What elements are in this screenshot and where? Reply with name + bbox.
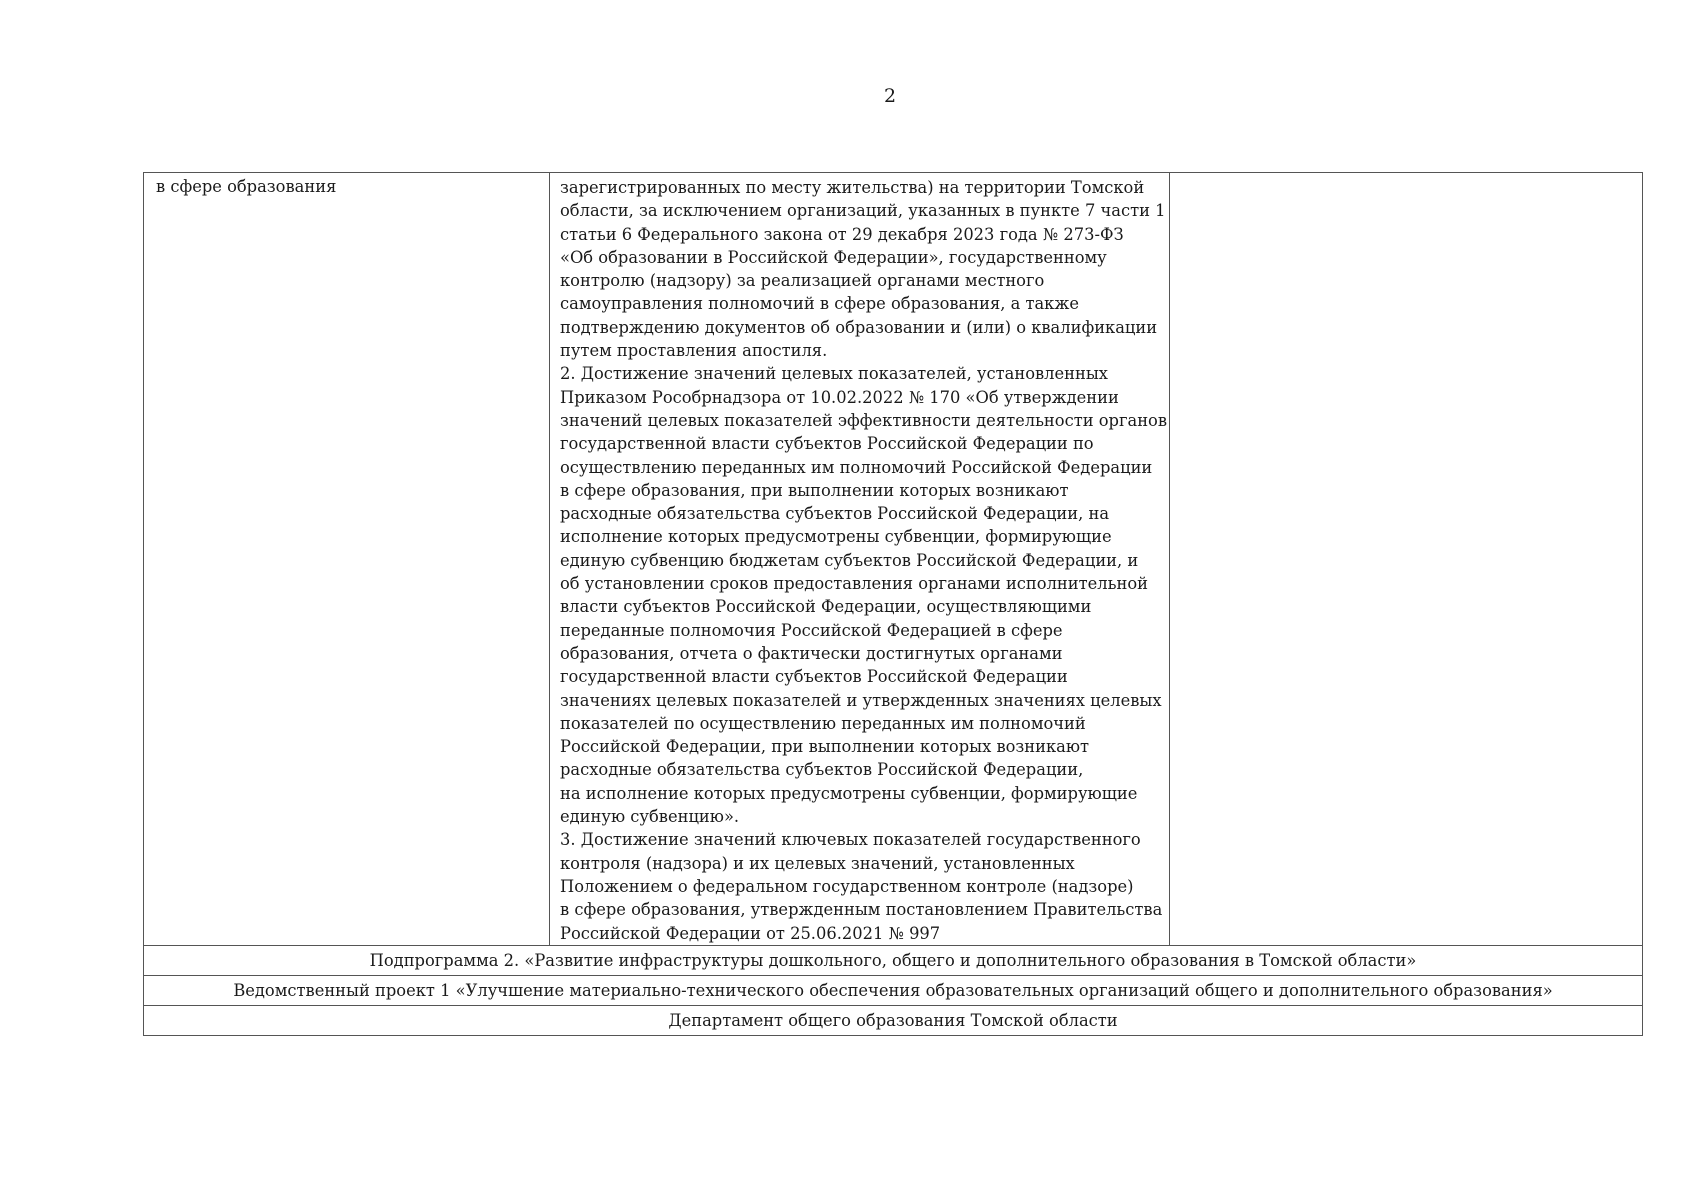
table-cell-sphere: в сфере образования xyxy=(144,173,550,946)
text-line: контролю (надзору) за реализацией органами местного xyxy=(560,271,1045,291)
text-line: «Об образовании в Российской Федерации», государственному xyxy=(560,247,1107,267)
text-line: значений целевых показателей эффективности деятельности органов xyxy=(560,410,1168,430)
document-table xyxy=(143,172,1643,1036)
text-line: области, за исключением организаций, указанных в пункте 7 части 1 xyxy=(560,201,1166,221)
text-line: государственной власти субъектов Российской Федерации по xyxy=(560,434,1094,454)
text-line: в сфере образования, при выполнении которых возникают xyxy=(560,480,1069,500)
text-line: статьи 6 Федерального закона от 29 декабря 2023 года № 273-ФЗ xyxy=(560,224,1124,244)
text-line: контроля (надзора) и их целевых значений, установленных xyxy=(560,853,1075,873)
department-row xyxy=(144,1005,1643,1035)
text-line: самоуправления полномочий в сфере образования, а также xyxy=(560,294,1079,314)
text-line: осуществлению переданных им полномочий Российской Федерации xyxy=(560,457,1153,477)
department-title: Департамент общего образования Томской области xyxy=(144,1005,1643,1035)
text-line: переданные полномочия Российской Федерацией в сфере xyxy=(560,620,1063,640)
text-line: Приказом Рособрнадзора от 10.02.2022 № 170 «Об утверждении xyxy=(560,387,1119,407)
text-line: единую субвенцию». xyxy=(560,807,740,827)
text-line: в сфере образования, утвержденным постановлением Правительства xyxy=(560,900,1163,920)
text-line: значениях целевых показателей и утвержденных значениях целевых xyxy=(560,690,1162,710)
text-line: подтверждению документов об образовании и (или) о квалификации xyxy=(560,317,1158,337)
text-line: об установлении сроков предоставления органами исполнительной xyxy=(560,574,1148,594)
text-line: Российской Федерации, при выполнении которых возникают xyxy=(560,737,1090,757)
text-line: 3. Достижение значений ключевых показателей государственного xyxy=(560,830,1141,850)
text-line: Положением о федеральном государственном контроле (надзоре) xyxy=(560,876,1134,896)
table-cell-empty xyxy=(1170,173,1643,946)
text-line: образования, отчета о фактически достигнутых органами xyxy=(560,643,1063,663)
subprogram-row xyxy=(144,945,1643,975)
subprogram-title: Подпрограмма 2. «Развитие инфраструктуры дошкольного, общего и дополнительного образования в Томской области» xyxy=(144,945,1643,975)
text-line: исполнение которых предусмотрены субвенции, формирующие xyxy=(560,527,1112,547)
text-line: путем проставления апостиля. xyxy=(560,341,828,361)
text-line: единую субвенцию бюджетам субъектов Российской Федерации, и xyxy=(560,550,1139,570)
text-line: Российской Федерации от 25.06.2021 № 997 xyxy=(560,923,941,943)
text-line: расходные обязательства субъектов Российской Федерации, на xyxy=(560,504,1110,524)
text-line: 2. Достижение значений целевых показателей, установленных xyxy=(560,364,1108,384)
text-line: показателей по осуществлению переданных им полномочий xyxy=(560,713,1086,733)
page-number: 2 xyxy=(883,85,897,107)
text-line: расходные обязательства субъектов Российской Федерации, xyxy=(560,760,1084,780)
project-row xyxy=(144,975,1643,1005)
text-line: государственной власти субъектов Российской Федерации xyxy=(560,667,1068,687)
table-row xyxy=(144,173,1643,946)
text-line: зарегистрированных по месту жительства) на территории Томской xyxy=(560,178,1145,197)
project-title: Ведомственный проект 1 «Улучшение материально-технического обеспечения образовательных организаций общего и дополнительного образования» xyxy=(144,975,1643,1005)
text-line: на исполнение которых предусмотрены субвенции, формирующие xyxy=(560,783,1138,803)
text-line: власти субъектов Российской Федерации, осуществляющими xyxy=(560,597,1092,617)
table-cell-indicators xyxy=(550,173,1170,946)
